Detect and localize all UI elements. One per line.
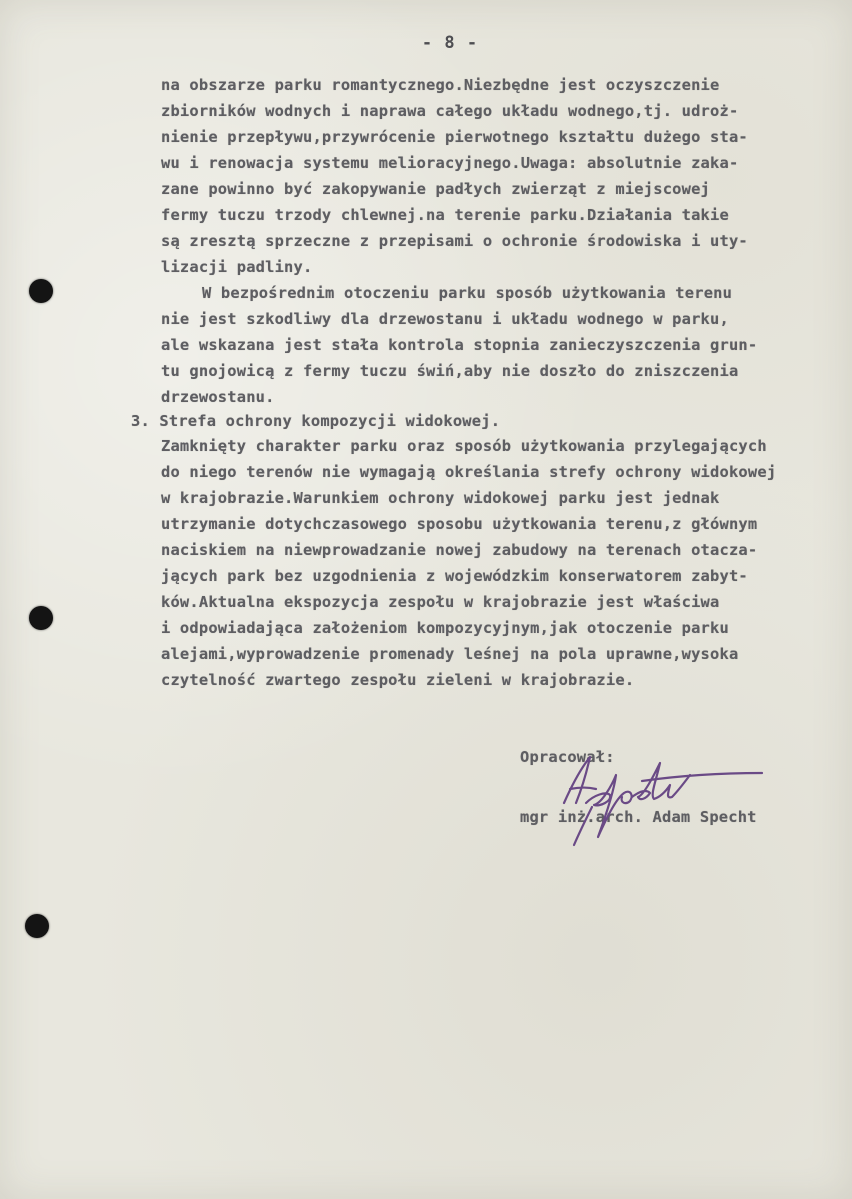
body-line: drzewostanu.	[161, 388, 275, 406]
body-line: fermy tuczu trzody chlewnej.na terenie parku.Działania takie	[161, 206, 729, 224]
section-heading: 3. Strefa ochrony kompozycji widokowej.	[131, 412, 501, 430]
body-line: w krajobrazie.Warunkiem ochrony widokowej parku jest jednak	[161, 489, 720, 507]
page-number: - 8 -	[421, 33, 479, 53]
body-line: do niego terenów nie wymagają określania strefy ochrony widokowej	[161, 463, 777, 481]
body-line: i odpowiadająca założeniom kompozycyjnym,jak otoczenie parku	[161, 619, 729, 637]
body-line: W bezpośrednim otoczeniu parku sposób użytkowania terenu	[202, 284, 733, 302]
body-line: jących park bez uzgodnienia z wojewódzkim konserwatorem zabyt-	[161, 567, 748, 585]
body-line: Zamknięty charakter parku oraz sposób użytkowania przylegających	[161, 437, 767, 455]
body-line: alejami,wyprowadzenie promenady leśnej na pola uprawne,wysoka	[161, 645, 739, 663]
body-line: utrzymanie dotychczasowego sposobu użytkowania terenu,z głównym	[161, 515, 758, 533]
punch-hole	[29, 606, 53, 630]
body-line: naciskiem na niewprowadzanie nowej zabudowy na terenach otacza-	[161, 541, 758, 559]
author-name: mgr inż.arch. Adam Specht	[520, 808, 757, 826]
body-line: zane powinno być zakopywanie padłych zwierząt z miejscowej	[161, 180, 711, 198]
punch-hole	[25, 914, 49, 938]
body-line: tu gnojowicą z fermy tuczu świń,aby nie doszło do zniszczenia	[161, 362, 739, 380]
body-line: lizacji padliny.	[161, 258, 313, 276]
body-line: ale wskazana jest stała kontrola stopnia zanieczyszczenia grun-	[161, 336, 758, 354]
punch-hole	[29, 279, 53, 303]
body-line: zbiorników wodnych i naprawa całego układu wodnego,tj. udroż-	[161, 102, 739, 120]
handwritten-signature	[550, 745, 780, 855]
body-line: są zresztą sprzeczne z przepisami o ochronie środowiska i uty-	[161, 232, 748, 250]
body-line: na obszarze parku romantycznego.Niezbędne jest oczyszczenie	[161, 76, 720, 94]
prepared-by-label: Opracował:	[520, 748, 615, 766]
body-line: nienie przepływu,przywrócenie pierwotnego kształtu dużego sta-	[161, 128, 748, 146]
body-line: wu i renowacja systemu melioracyjnego.Uwaga: absolutnie zaka-	[161, 154, 739, 172]
body-line: czytelność zwartego zespołu zieleni w krajobrazie.	[161, 671, 635, 689]
body-line: nie jest szkodliwy dla drzewostanu i układu wodnego w parku,	[161, 310, 729, 328]
body-line: ków.Aktualna ekspozycja zespołu w krajobrazie jest właściwa	[161, 593, 720, 611]
